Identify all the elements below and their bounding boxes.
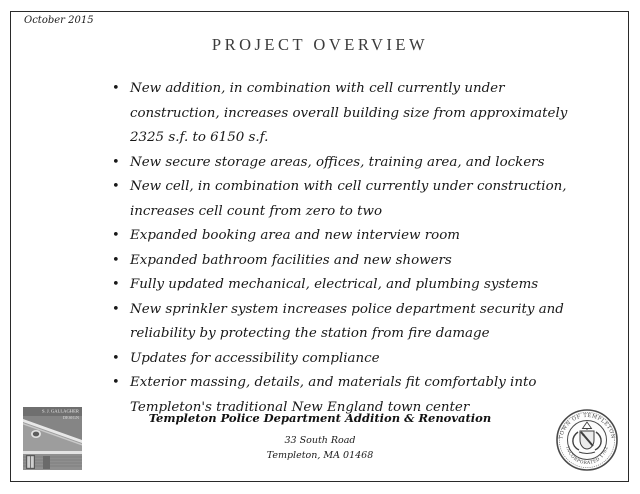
slide-date: October 2015	[24, 15, 94, 26]
bullet-text: Exterior massing, details, and materials fit comfortably into Templeton's traditional New England town center	[130, 375, 537, 415]
bullet-icon: •	[112, 81, 120, 96]
photo-credit-word: DESIGN	[62, 415, 79, 420]
list-item	[112, 77, 590, 151]
seal-top-text: TOWN OF TEMPLETON	[558, 412, 616, 440]
house-photo-graphic	[23, 407, 82, 470]
bullet-icon: •	[112, 277, 120, 292]
photo-credit-name: S. J. GALLAGHER	[41, 408, 79, 414]
bullet-icon: •	[112, 301, 120, 317]
bullet-text: New sprinkler system increases police department security and reliability by protecting the station from fire damage	[130, 301, 564, 341]
bullet-text: New secure storage areas, offices, training area, and lockers	[130, 154, 545, 170]
bullet-icon: •	[112, 179, 120, 194]
footer-project-title: Templeton Police Department Addition & Renovation	[148, 411, 492, 425]
footer-address-street: 33 South Road	[284, 435, 356, 446]
bullet-icon: •	[112, 154, 120, 170]
bullet-list	[112, 77, 590, 420]
list-item	[112, 224, 590, 249]
list-item	[112, 347, 590, 372]
bullet-icon: •	[112, 252, 120, 268]
town-seal-graphic	[553, 407, 621, 473]
bullet-icon: •	[112, 228, 120, 243]
town-seal-icon	[553, 407, 621, 473]
list-item	[112, 298, 590, 347]
bullet-icon: •	[112, 375, 120, 390]
seal-bottom-text: INCORPORATED 1762	[564, 446, 610, 467]
list-item	[112, 273, 590, 298]
page-title: PROJECT OVERVIEW	[211, 35, 429, 54]
bullet-icon: •	[112, 350, 120, 366]
list-item	[112, 151, 590, 176]
bullet-text: Expanded booking area and new interview room	[130, 228, 460, 243]
footer-address-city: Templeton, MA 01468	[266, 450, 374, 461]
bullet-text: Fully updated mechanical, electrical, and plumbing systems	[130, 277, 539, 292]
bullet-text: Updates for accessibility compliance	[130, 350, 380, 366]
bullet-text: New cell, in combination with cell currently under construction, increases cell count from zero to two	[130, 179, 567, 219]
bullet-text: Expanded bathroom facilities and new showers	[130, 252, 452, 268]
house-photo	[23, 407, 82, 470]
list-item	[112, 249, 590, 274]
list-item	[112, 175, 590, 224]
bullet-text: New addition, in combination with cell currently under construction, increases overall building size from approximately 2325 s.f. to 6150 s.f.	[130, 81, 568, 145]
